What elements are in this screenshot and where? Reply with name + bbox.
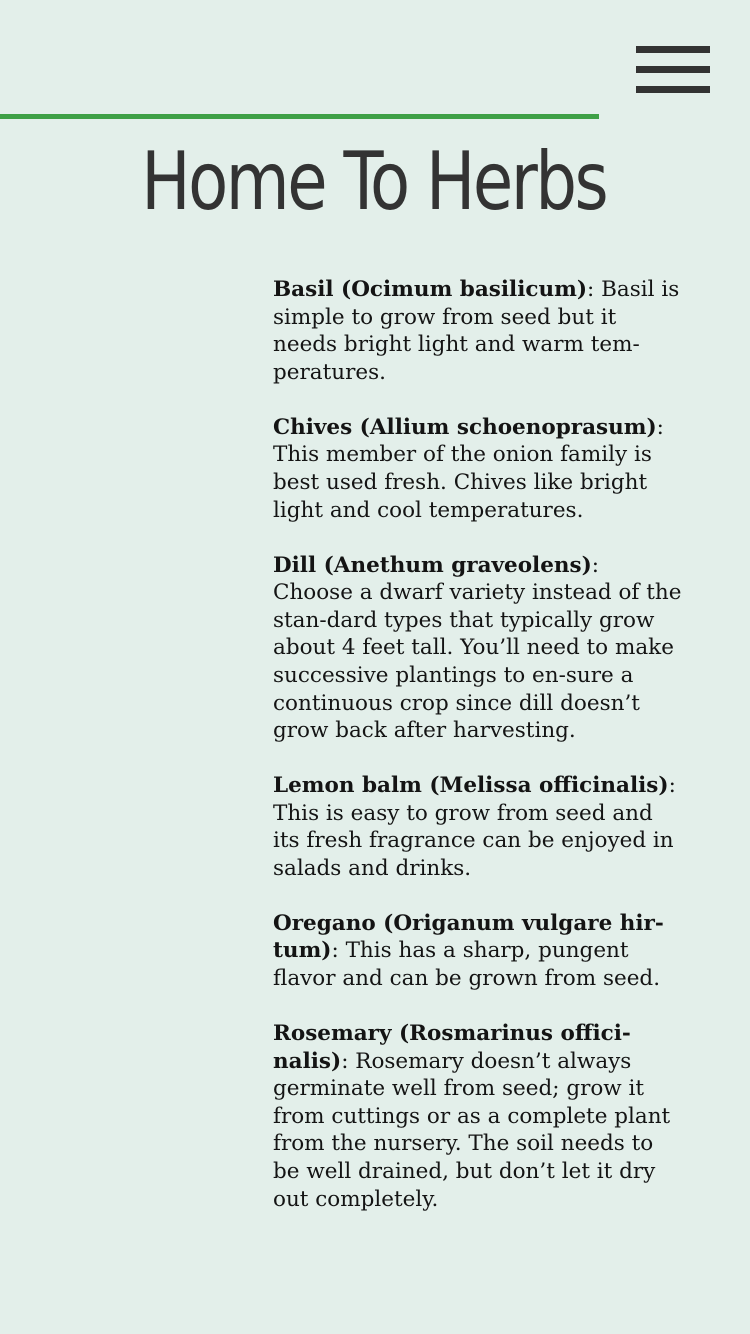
- menu-bar-bottom: [636, 86, 710, 93]
- herb-entry-lemon-balm: [273, 772, 685, 882]
- hamburger-menu-icon[interactable]: [636, 44, 710, 96]
- herb-name: Chives (Allium schoenoprasum): [273, 414, 657, 440]
- herb-name: Dill (Anethum graveolens): [273, 552, 592, 578]
- herb-description: : Rosemary doesn’t always germinate well from seed; grow it from cuttings or as a complete plant from the nursery. The soil needs to be well drained, but don’t let it dry out completely.: [273, 1048, 671, 1212]
- herb-entry-chives: [273, 414, 685, 524]
- herb-name: Rosemary (Rosmarinus offici-nalis): [273, 1021, 631, 1074]
- herb-description: : This member of the onion family is best used fresh. Chives like bright light and cool temperatures.: [273, 414, 664, 523]
- herb-name: Basil (Ocimum basilicum): [273, 277, 588, 302]
- header-accent-line: [0, 114, 599, 119]
- herb-description: : Choose a dwarf variety instead of the stan-dard types that typically grow about 4 feet tall. You’ll need to make successive plantings to en-sure a continuous crop since dill doesn’t grow back after harvesting.: [273, 552, 682, 744]
- herb-entry-rosemary: [273, 1020, 685, 1213]
- herb-entry-oregano: [273, 910, 685, 993]
- menu-bar-middle: [636, 66, 710, 73]
- herb-description: : This has a sharp, pungent flavor and can be grown from seed.: [273, 938, 661, 992]
- herb-description: : This is easy to grow from seed and its fresh fragrance can be enjoyed in salads and drinks.: [273, 773, 676, 881]
- herb-entry-basil: [273, 276, 685, 386]
- herb-description: : Basil is simple to grow from seed but it needs bright light and warm tem-peratures.: [273, 277, 680, 385]
- herb-list: [273, 276, 685, 1241]
- page-title: Home To Herbs: [141, 135, 607, 228]
- herb-name: Lemon balm (Melissa officinalis): [273, 773, 669, 799]
- herb-entry-dill: [273, 552, 685, 745]
- herb-name: Oregano (Origanum vulgare hir-tum): [273, 910, 664, 964]
- menu-bar-top: [636, 46, 710, 53]
